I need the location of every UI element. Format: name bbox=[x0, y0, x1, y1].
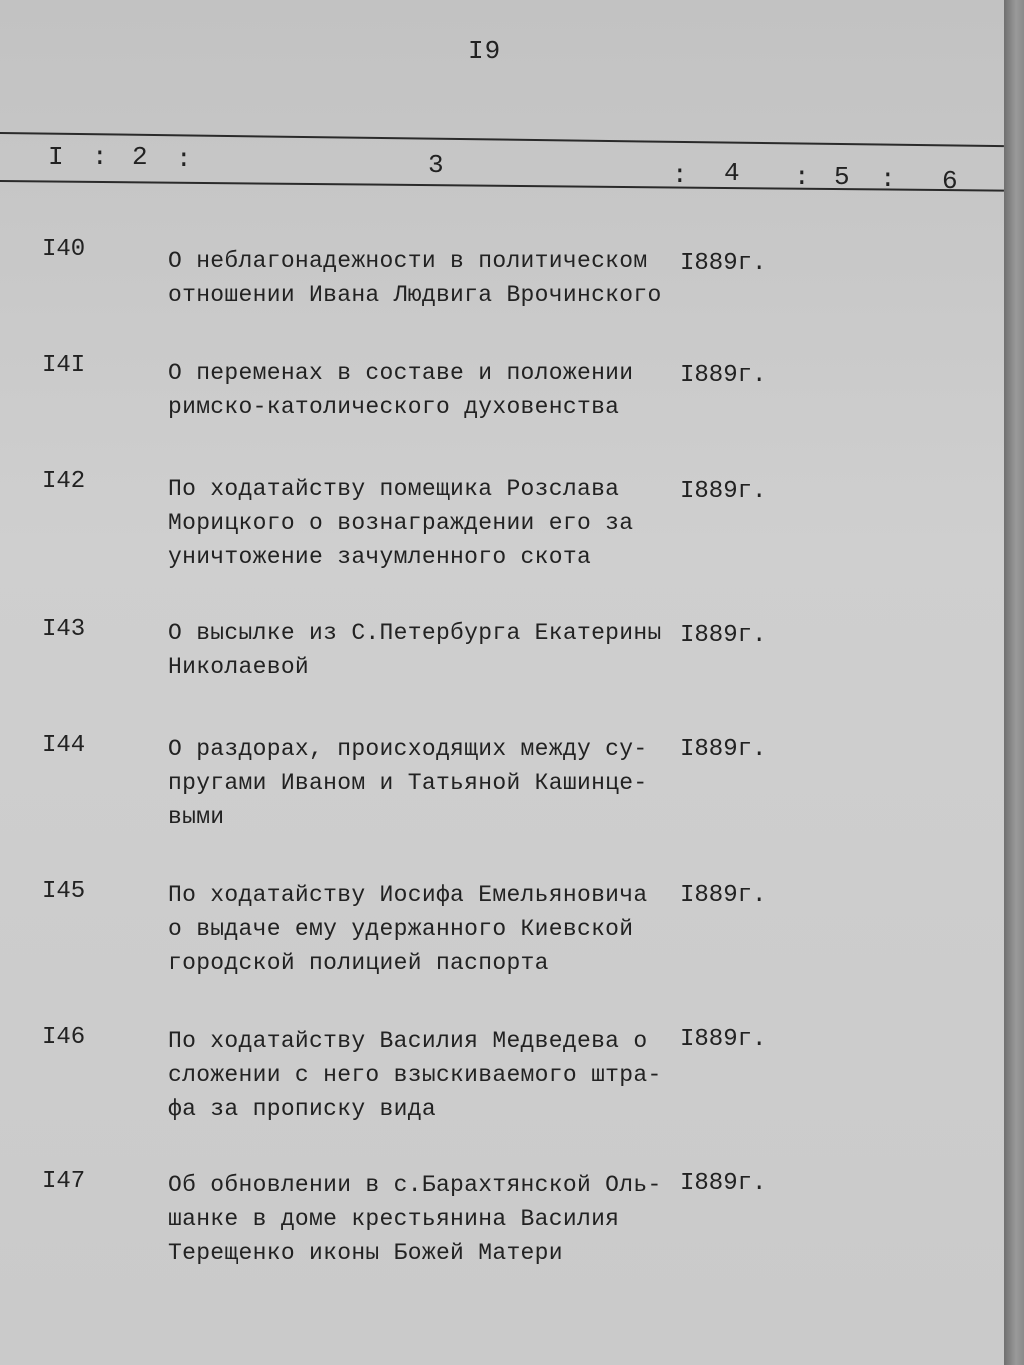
entry-year: I889г. bbox=[680, 1026, 767, 1053]
column-header-6: 6 bbox=[942, 166, 958, 196]
column-separator: : bbox=[794, 162, 810, 192]
column-header-3: 3 bbox=[428, 150, 444, 180]
page-number: I9 bbox=[468, 36, 502, 66]
column-separator: : bbox=[880, 164, 896, 194]
column-header-4: 4 bbox=[724, 158, 740, 188]
entry-number: I46 bbox=[42, 1024, 86, 1051]
entry-title: О переменах в составе и положении римско-католического духовенства bbox=[168, 360, 634, 420]
entry-year: I889г. bbox=[680, 622, 767, 649]
entry-number: I44 bbox=[42, 732, 86, 759]
entry-year: I889г. bbox=[680, 736, 767, 763]
entry-number: I47 bbox=[42, 1168, 86, 1195]
entry-year: I889г. bbox=[680, 250, 767, 277]
entry-title: О раздорах, происходящих между су- пругами Иваном и Татьяной Кашинце- выми bbox=[168, 736, 648, 830]
entry-number: I43 bbox=[42, 616, 86, 643]
header-top-rule bbox=[0, 132, 1004, 147]
entry-title: По ходатайству Василия Медведева о сложении с него взыскиваемого штра- фа за прописку вида bbox=[168, 1028, 662, 1122]
column-separator: : bbox=[92, 142, 108, 172]
entry-title: Об обновлении в с.Барахтянской Оль- шанке в доме крестьянина Василия Терещенко иконы Божей Матери bbox=[168, 1172, 662, 1266]
entry-number: I42 bbox=[42, 468, 86, 495]
entry-year: I889г. bbox=[680, 362, 767, 389]
header-bottom-rule bbox=[0, 180, 1004, 192]
entry-title: По ходатайству Иосифа Емельяновича о выдаче ему удержанного Киевской городской полицией паспорта bbox=[168, 882, 648, 976]
entry-year: I889г. bbox=[680, 882, 767, 909]
entry-title: По ходатайству помещика Розслава Морицкого о вознаграждении его за уничтожение зачумленного скота bbox=[168, 476, 634, 570]
entry-title: О неблагонадежности в политическом отношении Ивана Людвига Врочинского bbox=[168, 248, 662, 308]
entry-number: I4I bbox=[42, 352, 86, 379]
entry-number: I40 bbox=[42, 236, 86, 263]
column-separator: : bbox=[176, 144, 192, 174]
entry-year: I889г. bbox=[680, 478, 767, 505]
column-header-5: 5 bbox=[834, 162, 850, 192]
column-separator: : bbox=[672, 160, 688, 190]
entry-number: I45 bbox=[42, 878, 86, 905]
column-header-1: I bbox=[48, 142, 64, 172]
entry-year: I889г. bbox=[680, 1170, 767, 1197]
page-edge bbox=[1004, 0, 1024, 1365]
entry-title: О высылке из С.Петербурга Екатерины Николаевой bbox=[168, 620, 662, 680]
column-header-2: 2 bbox=[132, 142, 148, 172]
